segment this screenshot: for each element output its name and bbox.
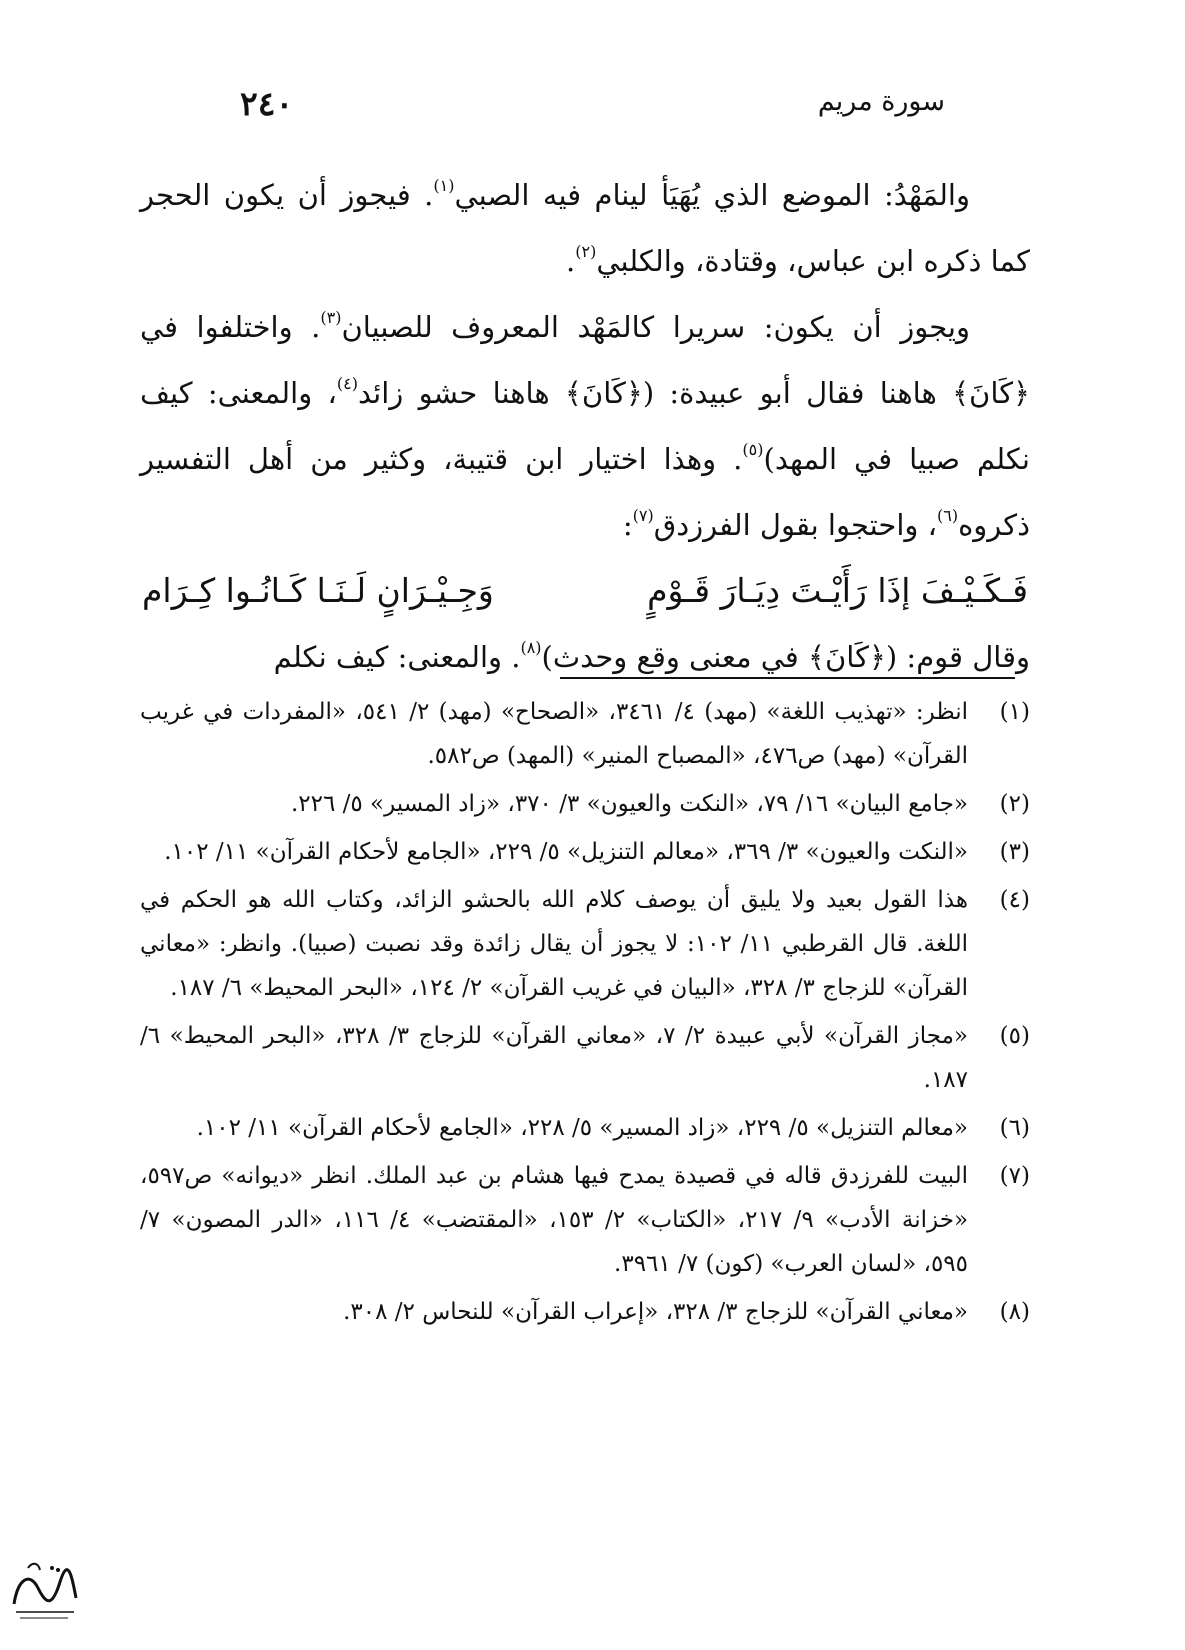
footnote-ref-1[interactable]: (١) — [433, 176, 455, 195]
footnote-number: (٤) — [999, 887, 1030, 913]
verse-second-hemistich: وَجِـيْـرَانٍ لَـنَـا كَـانُـوا كِـرَام — [142, 571, 494, 610]
footnote-text: «معاني القرآن» للزجاج ٣/ ٣٢٨، «إعراب القرآن» للنحاس ٢/ ٣٠٨. — [343, 1299, 968, 1325]
footnote-text: البيت للفرزدق قاله في قصيدة يمدح فيها هشام بن عبد الملك. انظر «ديوانه» ص٥٩٧، «خزانة الأدب» ٩/ ٢١٧، «الكتاب» ٢/ ١٥٣، «المقتضب» ٤/ ١١٦، «الدر المصون» ٧/ ٥٩٥، «لسان العرب» (كون) ٧/ ٣٩٦١. — [140, 1163, 969, 1277]
text-run: : — [622, 508, 633, 542]
footnote-text: «مجاز القرآن» لأبي عبيدة ٢/ ٧، «معاني القرآن» للزجاج ٣/ ٣٢٨، «البحر المحيط» ٦/ ١٨٧. — [140, 1023, 968, 1093]
text-run: . فيجوز أن يكون الحجر كما ذكره ابن عباس، وقتادة، والكلبي — [140, 178, 1030, 278]
surah-name: سورة مريم — [817, 86, 945, 117]
footnote-number: (٢) — [999, 791, 1030, 817]
footnote-ref-8[interactable]: (٨) — [520, 638, 542, 657]
footnote-number: (٥) — [999, 1023, 1030, 1049]
footnote-text: انظر: «تهذيب اللغة» (مهد) ٤/ ٣٤٦١، «الصحاح» (مهد) ٢/ ٥٤١، «المفردات في غريب القرآن» (مهد) ص٤٧٦، «المصباح المنير» (المهد) ص٥٨٢. — [140, 699, 969, 769]
paragraph-3 — [140, 624, 1030, 690]
text-run: . والمعنى: كيف نكلم — [273, 640, 521, 674]
poetry-verse — [140, 558, 1030, 624]
text-run: . وهذا اختيار ابن قتيبة، وكثير من أهل التفسير ذكروه — [140, 442, 1030, 542]
main-text — [140, 162, 1030, 690]
footnote-ref-5[interactable]: (٥) — [742, 440, 764, 459]
publisher-logo — [8, 1558, 80, 1624]
text-run: . — [566, 244, 576, 278]
footnote-item — [140, 690, 1030, 778]
footnote-ref-4[interactable]: (٤) — [336, 374, 358, 393]
verse-first-hemistich: فَـكَـيْـفَ إذَا رَأَيْـتَ دِيَـارَ قَـوْمٍ — [647, 571, 1028, 610]
footnote-item — [140, 830, 1030, 874]
footnote-separator — [560, 677, 1015, 679]
text-run: وقال قوم: (﴿كَانَ﴾ في معنى وقع وحدث) — [541, 640, 1030, 674]
text-run: ، والمعنى: كيف نكلم صبيا في المهد) — [140, 376, 1030, 476]
footnote-ref-2[interactable]: (٢) — [575, 242, 597, 261]
footnote-text: «النكت والعيون» ٣/ ٣٦٩، «معالم التنزيل» ٥/ ٢٢٩، «الجامع لأحكام القرآن» ١١/ ١٠٢. — [164, 839, 968, 865]
footnote-text: «جامع البيان» ١٦/ ٧٩، «النكت والعيون» ٣/ ٣٧٠، «زاد المسير» ٥/ ٢٢٦. — [290, 791, 968, 817]
footnote-number: (٨) — [999, 1299, 1030, 1325]
footnote-item — [140, 1154, 1030, 1286]
text-run: والمَهْدُ: الموضع الذي يُهَيَأ لينام فيه الصبي — [454, 178, 970, 212]
footnote-number: (١) — [999, 699, 1030, 725]
footnote-item — [140, 1106, 1030, 1150]
footnote-number: (٧) — [999, 1163, 1030, 1189]
page-header — [200, 78, 945, 128]
footnote-item — [140, 782, 1030, 826]
footnote-text: «معالم التنزيل» ٥/ ٢٢٩، «زاد المسير» ٥/ ٢٢٨، «الجامع لأحكام القرآن» ١١/ ١٠٢. — [196, 1115, 968, 1141]
footnotes-section — [140, 690, 1030, 1338]
footnote-ref-6[interactable]: (٦) — [936, 506, 959, 525]
footnote-ref-7[interactable]: (٧) — [632, 506, 654, 525]
text-run: ، واحتجوا بقول الفرزدق — [653, 508, 937, 542]
footnote-text: هذا القول بعيد ولا يليق أن يوصف كلام الله بالحشو الزائد، وكتاب الله هو الحكم في اللغة. قال القرطبي ١١/ ١٠٢: لا يجوز أن يقال زائدة وقد نصبت (صبيا). وانظر: «معاني القرآن» للزجاج ٣/ ٣٢٨، «البيان في غريب القرآن» ٢/ ١٢٤، «البحر المحيط» ٦/ ١٨٧. — [140, 887, 968, 1001]
footnote-ref-3[interactable]: (٣) — [320, 308, 342, 327]
text-run: . واختلفوا في ﴿كَانَ﴾ هاهنا فقال أبو عبيدة: (﴿كَانَ﴾ هاهنا حشو زائد — [140, 310, 1030, 410]
footnote-item — [140, 1290, 1030, 1334]
paragraph-2 — [140, 294, 1030, 558]
page-number: ٢٤٠ — [240, 84, 294, 123]
footnote-item — [140, 878, 1030, 1010]
footnote-number: (٦) — [999, 1115, 1030, 1141]
paragraph-1 — [140, 162, 1030, 294]
text-run: ويجوز أن يكون: سريرا كالمَهْد المعروف للصبيان — [341, 310, 970, 344]
footnote-item — [140, 1014, 1030, 1102]
footnote-number: (٣) — [999, 839, 1030, 865]
